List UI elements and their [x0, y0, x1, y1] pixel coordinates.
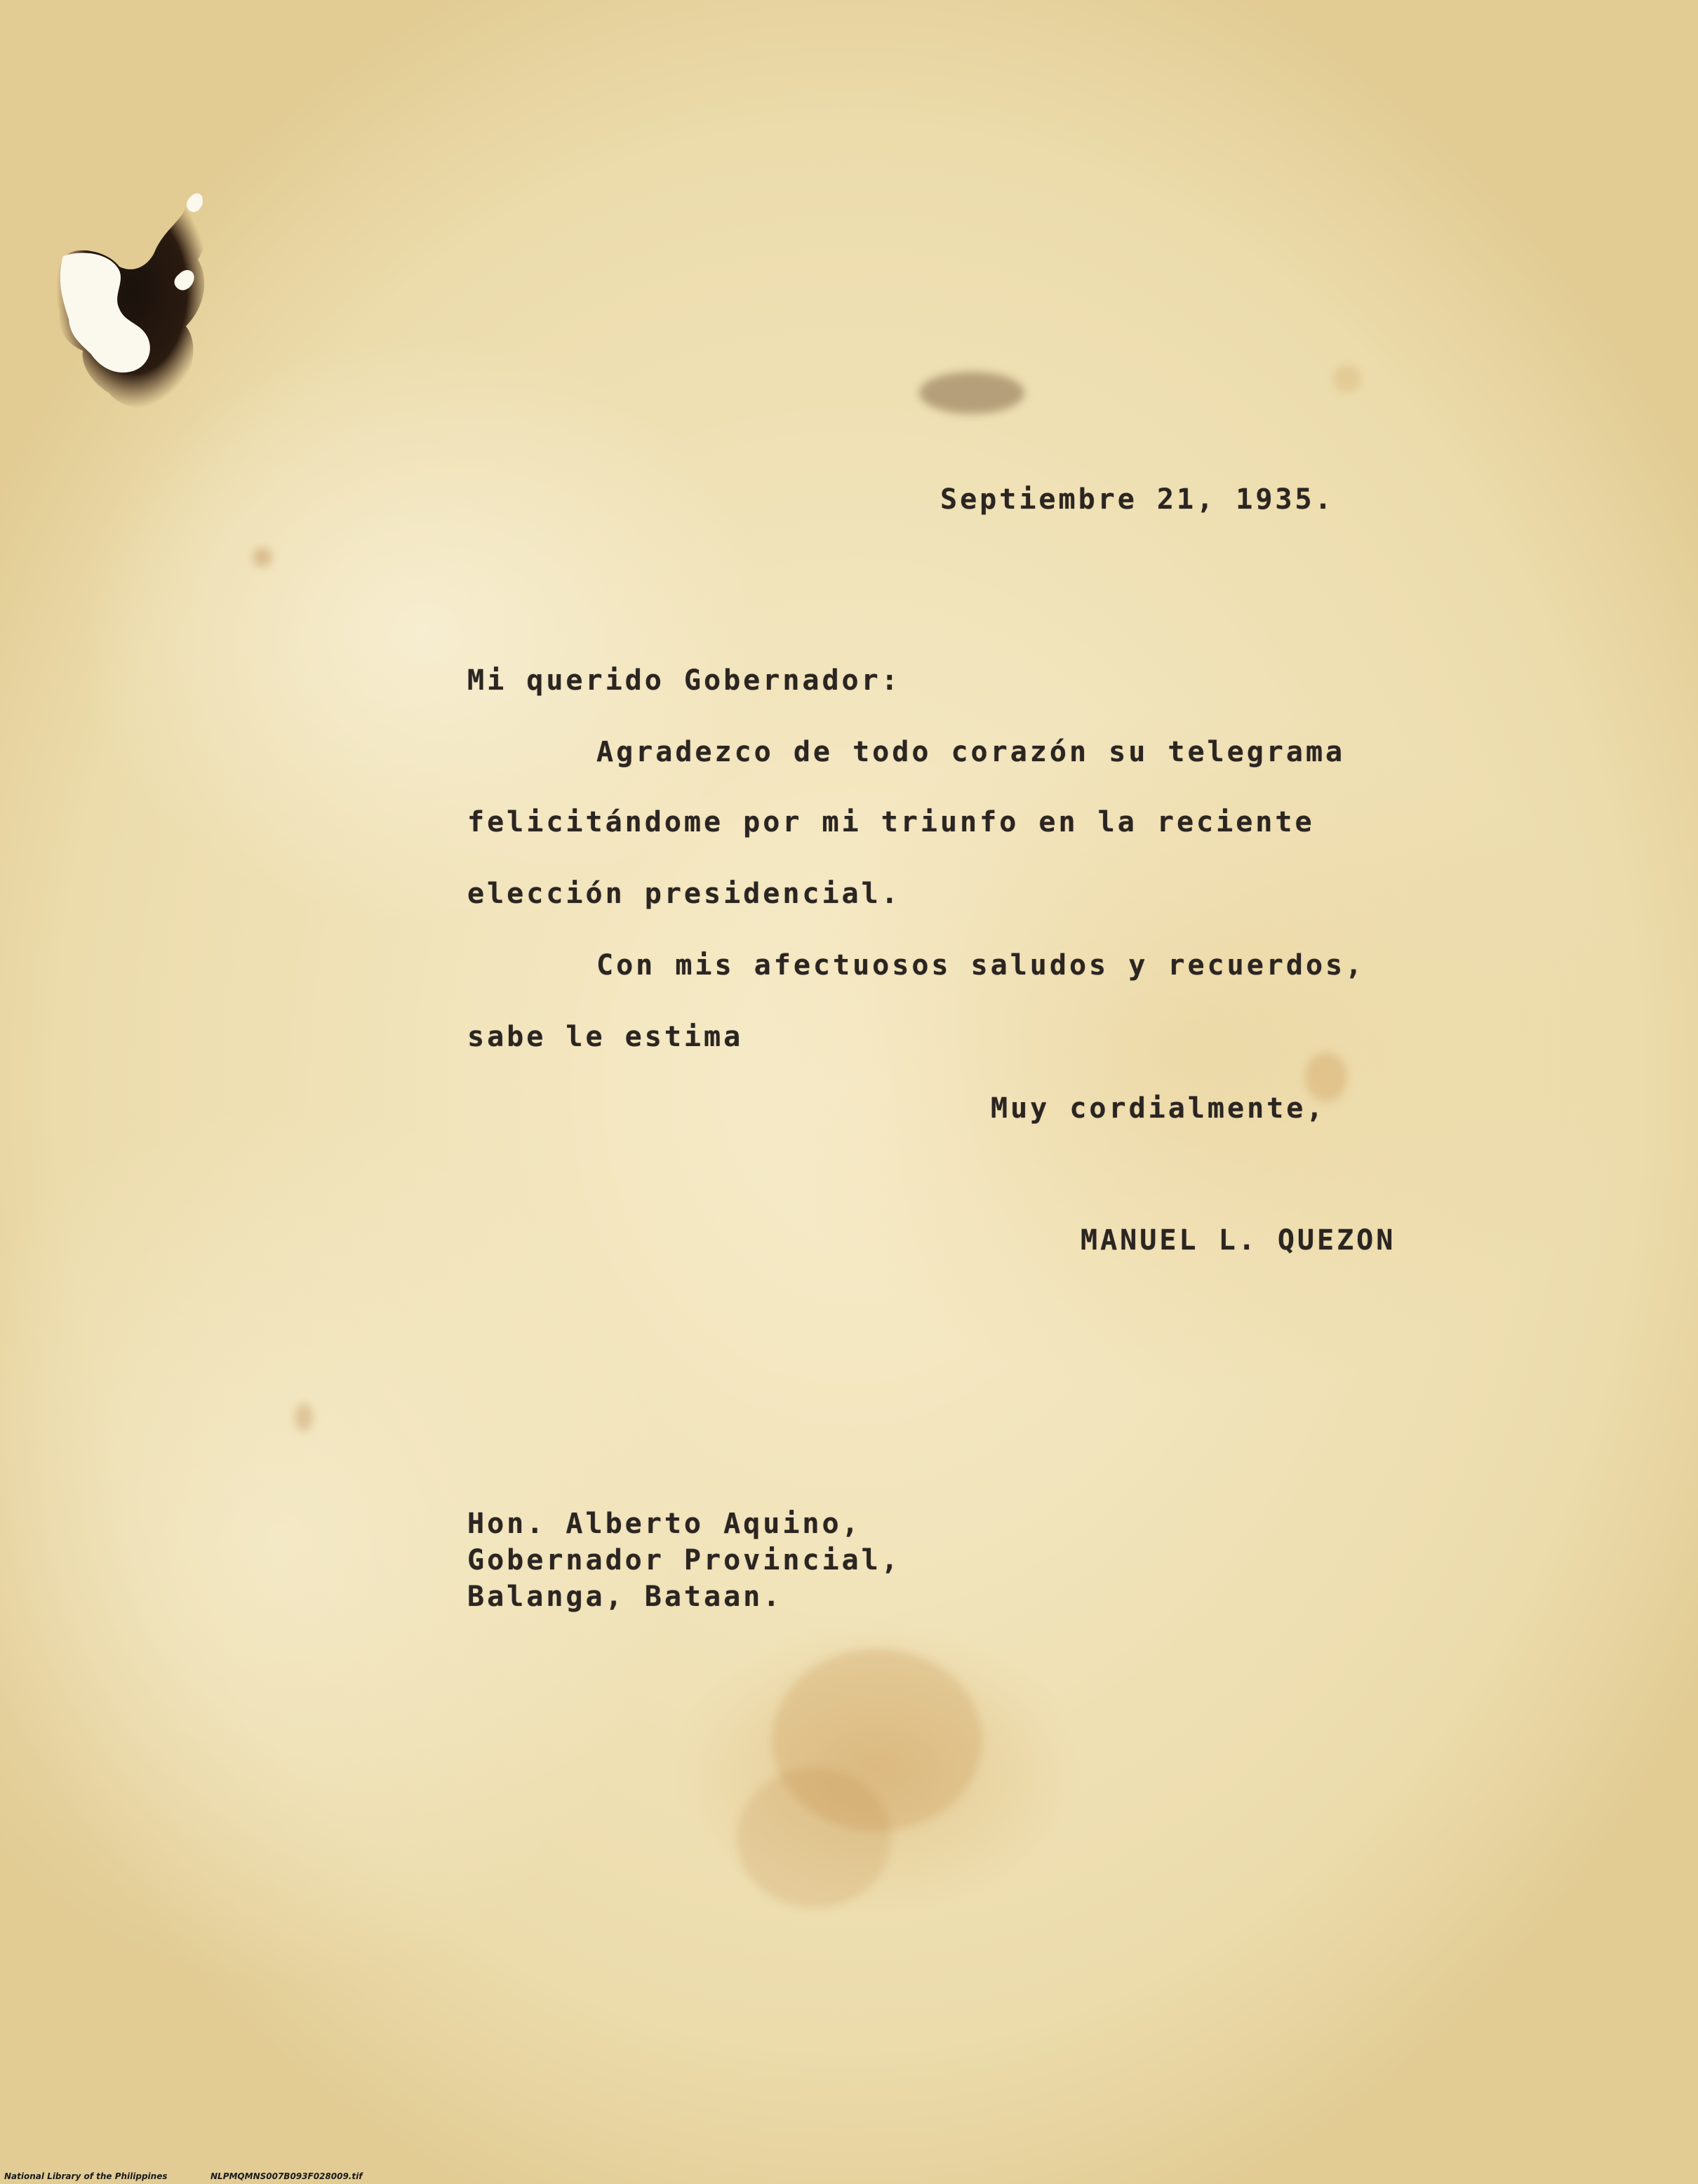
- body-line: elección presidencial.: [467, 878, 901, 910]
- body-line: sabe le estima: [467, 1021, 744, 1053]
- footer-file-id: NLPMQMNS007B093F028009.tif: [210, 2171, 363, 2181]
- signatory-name: MANUEL L. QUEZON: [1081, 1224, 1396, 1257]
- paper-stain: [295, 1403, 313, 1431]
- recipient-line: Gobernador Provincial,: [467, 1544, 901, 1576]
- paper-stain: [919, 372, 1024, 414]
- letter-date: Septiembre 21, 1935.: [940, 483, 1335, 516]
- salutation: Mi querido Gobernador:: [467, 664, 901, 697]
- paper-stain: [1333, 365, 1361, 393]
- archive-footer: [0, 2166, 1698, 2181]
- closing: Muy cordialmente,: [991, 1092, 1326, 1125]
- recipient-line: Balanga, Bataan.: [467, 1581, 783, 1613]
- body-line: Con mis afectuosos saludos y recuerdos,: [596, 949, 1365, 982]
- body-line: felicitándome por mi triunfo en la reciente: [467, 806, 1315, 838]
- recipient-line: Hon. Alberto Aquino,: [467, 1508, 862, 1540]
- paper-stain: [737, 1768, 891, 1908]
- burn-mark: [42, 168, 239, 421]
- body-line: Agradezco de todo corazón su telegrama: [596, 736, 1346, 768]
- paper-stain: [253, 547, 272, 567]
- footer-institution: National Library of the Philippines: [4, 2171, 168, 2181]
